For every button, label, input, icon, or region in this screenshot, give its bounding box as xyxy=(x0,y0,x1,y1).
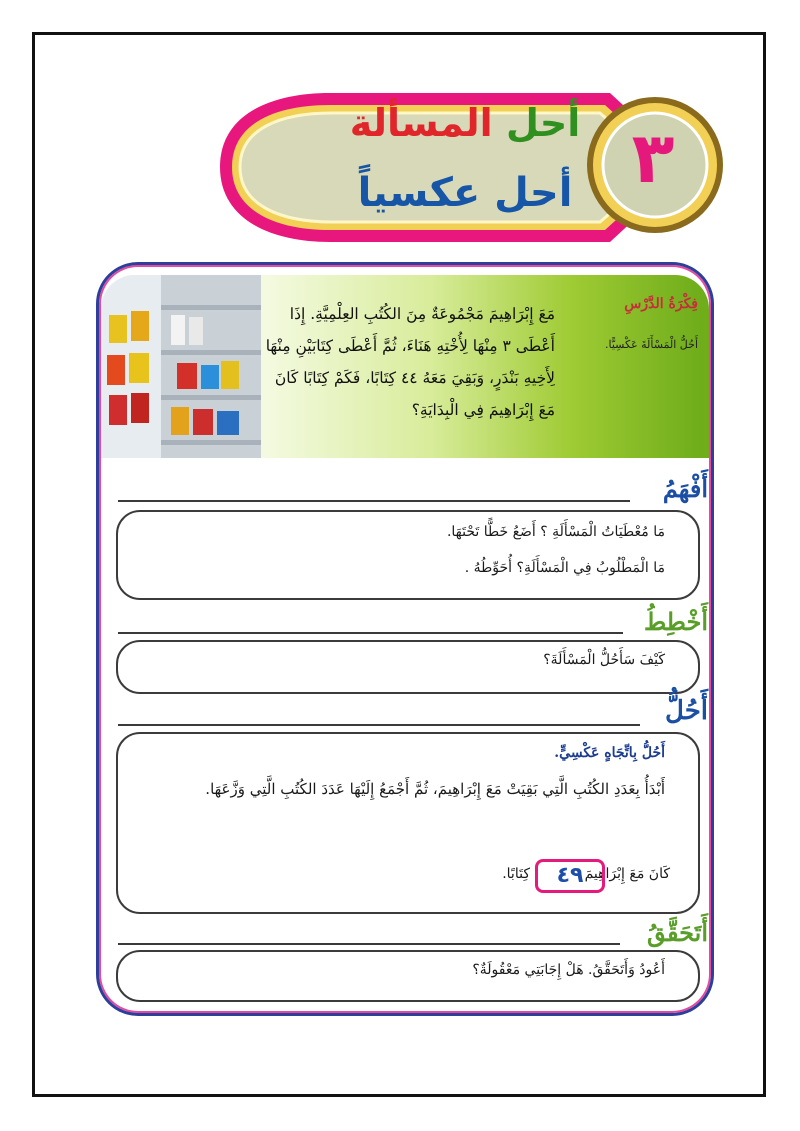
title-line-2: أحل عكسياً xyxy=(357,170,573,216)
understand-heading: أَفْهَمُ xyxy=(662,474,708,503)
solve-divider xyxy=(118,724,640,726)
answer-value[interactable]: ٤٩ xyxy=(535,859,605,893)
check-divider xyxy=(118,943,620,945)
plan-question-1: كَيْفَ سَأَحُلُّ الْمَسْأَلَةَ؟ xyxy=(543,652,665,668)
lesson-banner xyxy=(210,85,725,250)
solve-subheading: أَحُلُّ بِاتِّجَاهٍ عَكْسِيٍّ. xyxy=(554,745,665,761)
check-heading: أَتَحَقَّقُ xyxy=(647,918,708,947)
title-word-1: أحل xyxy=(505,101,581,145)
solve-instruction: أَبْدَأُ بِعَدَدِ الكُتُبِ الَّتِي بَقِيَتْ مَعَ إِبْرَاهِيمَ، ثُمَّ أَجْمَعُ إِلَيْهَا عَدَدَ الكُتُبِ الَّتِي وَزَّعَهَا. xyxy=(205,780,665,798)
plan-divider xyxy=(118,632,623,634)
problem-text: مَعَ إِبْرَاهِيمَ مَجْمُوعَةٌ مِنَ الكُتُبِ العِلْمِيَّةِ. إِذَا أَعْطَى ٣ مِنْهَا لِأُخْتِهِ هَنَاءَ، ثُمَّ أَعْطَى كِتَابَيْنِ مِنْهَا لِأَخِيهِ بَنْدَرٍ، وَبَقِيَ مَعَهُ ٤٤ كِتَابًا، فَكَمْ كِتَابًا كَانَ مَعَ إِبْرَاهِيمَ فِي الْبِدَايَةِ؟ xyxy=(265,305,555,419)
lesson-number: ٣ xyxy=(631,117,675,199)
title-line-1 xyxy=(315,101,615,145)
understand-question-2: مَا الْمَطْلُوبُ فِي الْمَسْأَلَةِ؟ أُحَوِّطُهُ . xyxy=(464,560,665,576)
understand-divider xyxy=(118,500,630,502)
answer-prefix: كَانَ مَعَ إِبْرَاهِيمَ xyxy=(584,866,670,882)
lesson-idea-description: أَحُلُّ الْمَسْأَلَةَ عَكْسِيًّا. xyxy=(605,338,698,351)
answer-suffix: كِتَابًا. xyxy=(502,866,530,882)
solve-heading: أَحُلُّ xyxy=(665,696,708,726)
check-question-1: أَعُودُ وَأَتَحَقَّقُ. هَلْ إِجَابَتِي مَعْقُولَةٌ؟ xyxy=(472,962,665,978)
understand-question-1: مَا مُعْطَيَاتُ الْمَسْأَلَةِ ؟ أَضَعُ خَطًّا تَحْتَهَا. xyxy=(446,524,665,540)
title-word-2: المسألة xyxy=(349,101,493,145)
bookshelf-photo xyxy=(101,275,261,458)
plan-heading: أَخْطِطُ xyxy=(644,607,708,636)
lesson-idea-title: فِكْرَةُ الدَّرْسِ xyxy=(624,296,698,312)
